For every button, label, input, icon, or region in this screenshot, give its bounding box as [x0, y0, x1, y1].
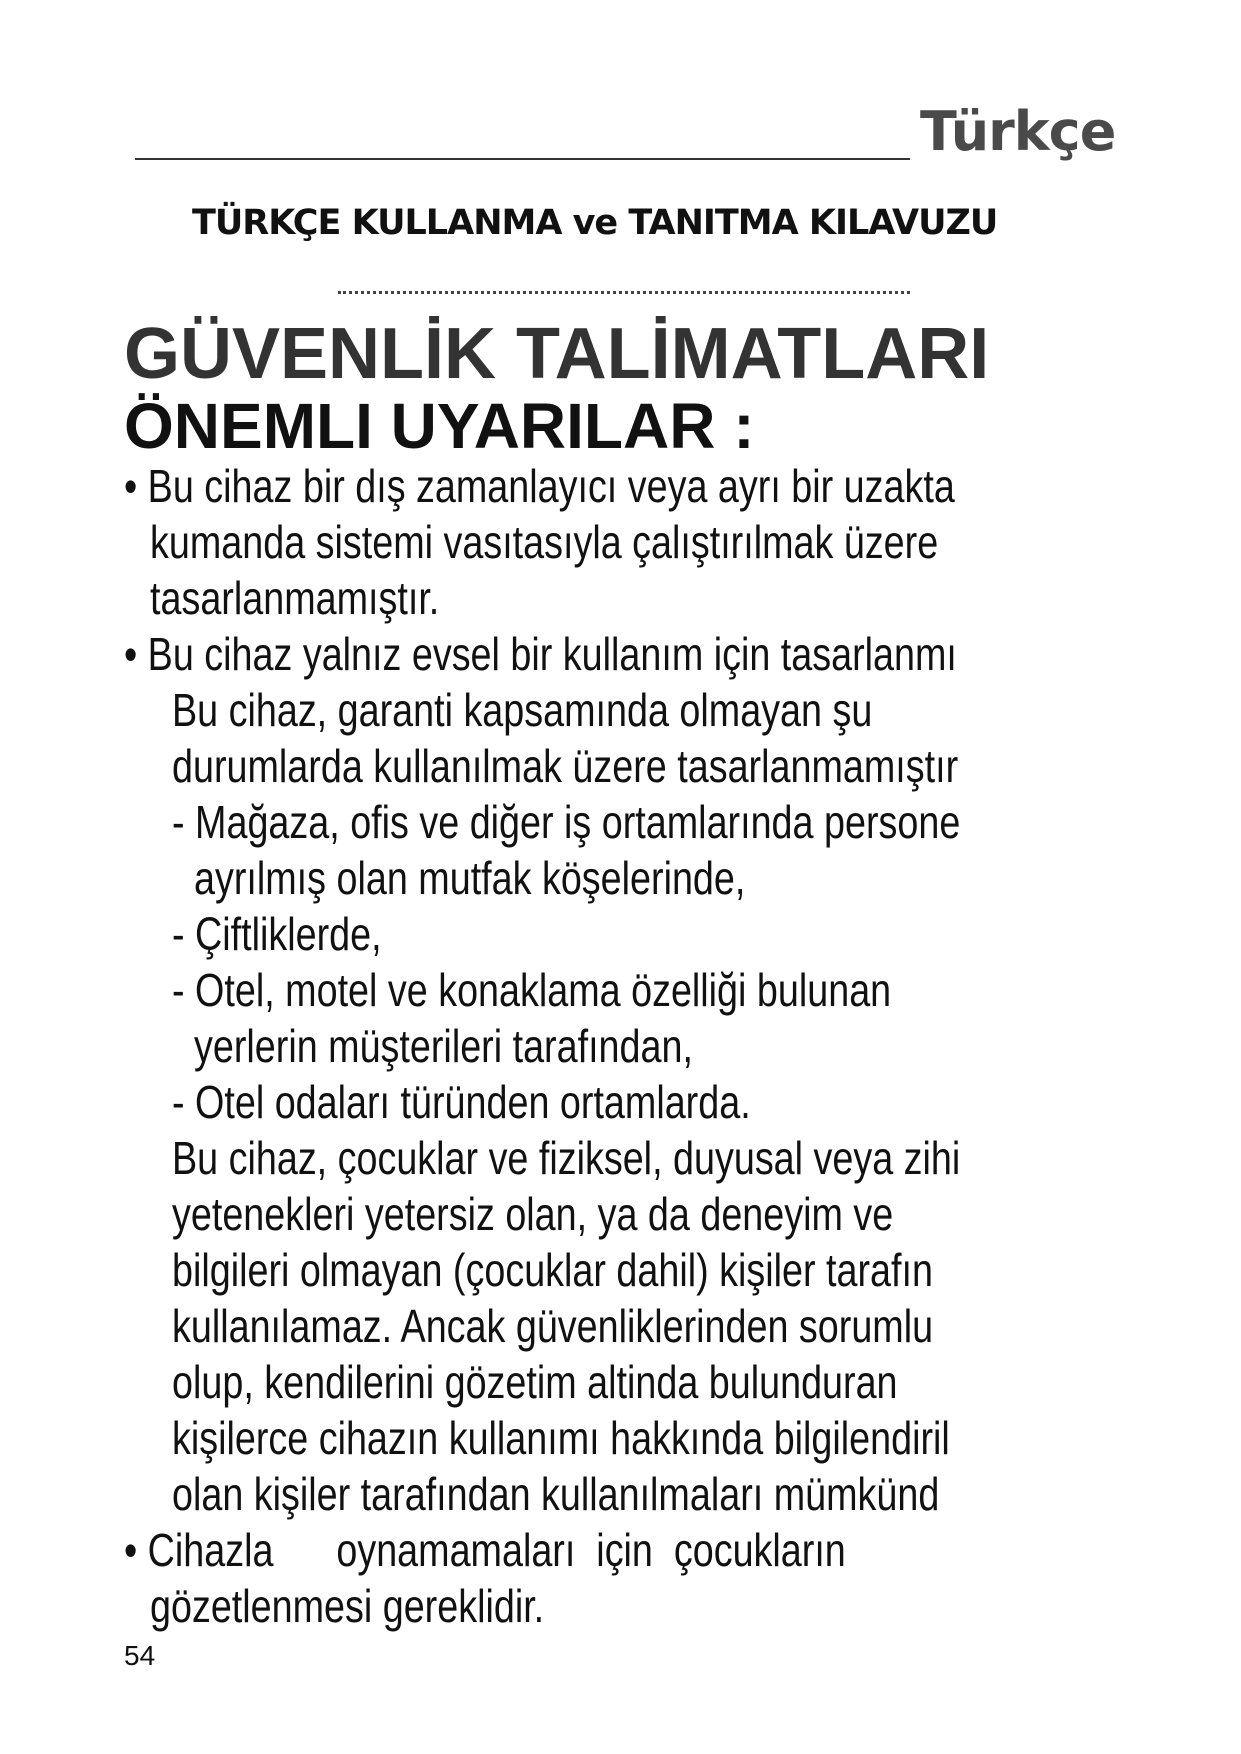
body-line: yerlerin müşterileri tarafından,	[194, 1020, 693, 1072]
body-line: • Bu cihaz yalnız evsel bir kullanım için tasarlanmı	[124, 628, 957, 680]
body-line: bilgileri olmayan (çocuklar dahil) kişiler tarafın	[172, 1244, 933, 1296]
body-line: tasarlanmamıştır.	[150, 572, 440, 624]
body-line: olan kişiler tarafından kullanılmaları mümkünd	[172, 1468, 940, 1520]
body-line: ayrılmış olan mutfak köşelerinde,	[194, 852, 746, 904]
body-line: Bu cihaz, çocuklar ve fiziksel, duyusal veya zihi	[172, 1132, 961, 1184]
language-label: Türkçe	[920, 100, 1116, 163]
body-line: • Cihazla oynamamaları için çocukların	[124, 1524, 846, 1576]
section-title: GÜVENLİK TALİMATLARI	[124, 314, 990, 394]
body-line: gözetlenmesi gereklidir.	[150, 1580, 545, 1632]
body-line: • Bu cihaz bir dış zamanlayıcı veya ayrı bir uzakta	[124, 460, 955, 512]
body-line: - Mağaza, ofis ve diğer iş ortamlarında persone	[172, 796, 961, 848]
body-line: olup, kendilerini gözetim altinda bulunduran	[172, 1356, 898, 1408]
body-line: Bu cihaz, garanti kapsamında olmayan şu	[172, 684, 873, 736]
body-line: kullanılamaz. Ancak güvenliklerinden sorumlu	[172, 1300, 934, 1352]
header-rule	[135, 158, 910, 160]
document-title: TÜRKÇE KULLANMA ve TANITMA KILAVUZU	[192, 203, 998, 243]
body-line: kumanda sistemi vasıtasıyla çalıştırılmak üzere	[150, 516, 939, 568]
dotted-divider	[338, 291, 910, 294]
body-line: - Otel, motel ve konaklama özelliği bulunan	[172, 964, 892, 1016]
body-line: - Otel odaları türünden ortamlarda.	[172, 1076, 751, 1128]
body-line: durumlarda kullanılmak üzere tasarlanmamıştır	[172, 740, 959, 792]
body-line: kişilerce cihazın kullanımı hakkında bilgilendiril	[172, 1412, 950, 1464]
body-line: - Çiftliklerde,	[172, 908, 382, 960]
warnings-heading: ÖNEMLI UYARILAR :	[124, 390, 755, 462]
page-number: 54	[124, 1640, 156, 1671]
body-line: yetenekleri yetersiz olan, ya da deneyim ve	[172, 1188, 894, 1240]
